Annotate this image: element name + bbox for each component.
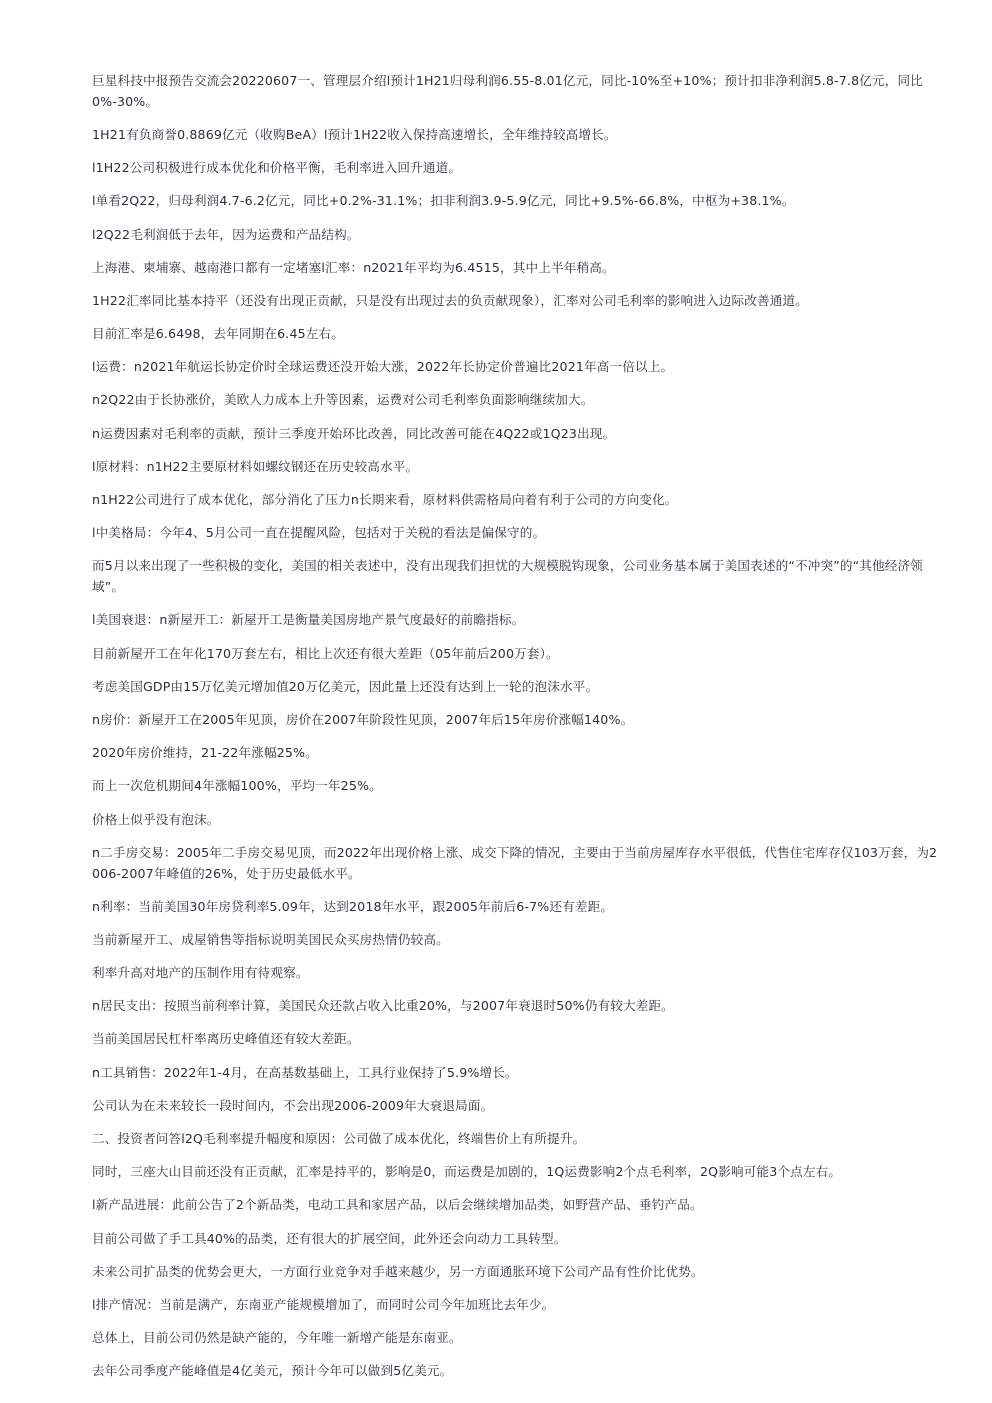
paragraph-37: 总体上，目前公司仍然是缺产能的，今年唯一新增产能是东南亚。 <box>92 1330 462 1346</box>
paragraph-6: 上海港、柬埔寨、越南港口都有一定堵塞l汇率：n2021年平均为6.4515，其中上半年稍高。 <box>92 259 615 275</box>
paragraph-11: n运费因素对毛利率的贡献，预计三季度开始环比改善，同比改善可能在4Q22或1Q23出现。 <box>92 425 616 441</box>
paragraph-27: n居民支出：按照当前利率计算，美国民众还款占收入比重20%，与2007年衰退时50%仍有较大差距。 <box>92 998 674 1014</box>
paragraph-1: 巨星科技中报预告交流会20220607一、管理层介绍l预计1H21归母利润6.55-8.01亿元，同比-10%至+10%；预计扣非净利润5.8-7.8亿元，同比0%-30%。 <box>92 73 923 109</box>
paragraph-35: 未来公司扩品类的优势会更大，一方面行业竞争对手越来越少，另一方面通胀环境下公司产品有性价比优势。 <box>92 1263 704 1279</box>
paragraph-4: l单看2Q22，归母利润4.7-6.2亿元，同比+0.2%-31.1%；扣非利润3.9-5.9亿元，同比+9.5%-66.8%，中枢为+38.1%。 <box>92 193 795 209</box>
paragraph-30: 公司认为在未来较长一段时间内，不会出现2006-2009年大衰退局面。 <box>92 1097 494 1113</box>
paragraph-15: 而5月以来出现了一些积极的变化，美国的相关表述中，没有出现我们担忧的大规模脱钩现象，公司业务基本属于美国表述的“不冲突”的“其他经济领域”。 <box>92 558 924 595</box>
paragraph-22: 价格上似乎没有泡沫。 <box>92 811 220 827</box>
paragraph-20: 2020年房价维持，21-22年涨幅25%。 <box>92 745 318 761</box>
paragraph-31: 二、投资者问答l2Q毛利率提升幅度和原因：公司做了成本优化，终端售价上有所提升。 <box>92 1131 586 1147</box>
paragraph-26: 利率升高对地产的压制作用有待观察。 <box>92 965 309 981</box>
paragraph-28: 当前美国居民杠杆率离历史峰值还有较大差距。 <box>92 1031 360 1047</box>
paragraph-25: 当前新屋开工、成屋销售等指标说明美国民众买房热情仍较高。 <box>92 931 449 947</box>
paragraph-38: 去年公司季度产能峰值是4亿美元，预计今年可以做到5亿美元。 <box>92 1363 453 1379</box>
paragraph-5: l2Q22毛利润低于去年，因为运费和产品结构。 <box>92 226 360 242</box>
paragraph-21: 而上一次危机期间4年涨幅100%，平均一年25%。 <box>92 778 382 794</box>
paragraph-24: n利率：当前美国30年房贷利率5.09年，达到2018年水平，跟2005年前后6-7%还有差距。 <box>92 898 614 914</box>
paragraph-8: 目前汇率是6.6498，去年同期在6.45左右。 <box>92 326 345 342</box>
paragraph-16: l美国衰退：n新屋开工：新屋开工是衡量美国房地产景气度最好的前瞻指标。 <box>92 612 525 628</box>
paragraph-17: 目前新屋开工在年化170万套左右，相比上次还有很大差距（05年前后200万套）。 <box>92 645 559 661</box>
paragraph-32: 同时，三座大山目前还没有正贡献，汇率是持平的，影响是0，而运费是加剧的，1Q运费影响2个点毛利率，2Q影响可能3个点左右。 <box>92 1164 842 1180</box>
paragraph-3: l1H22公司积极进行成本优化和价格平衡，毛利率进入回升通道。 <box>92 160 462 176</box>
paragraph-7: 1H22汇率同比基本持平（还没有出现正贡献，只是没有出现过去的负贡献现象），汇率对公司毛利率的影响进入边际改善通道。 <box>92 292 808 308</box>
paragraph-34: 目前公司做了手工具40%的品类，还有很大的扩展空间，此外还会向动力工具转型。 <box>92 1230 567 1246</box>
paragraph-2: 1H21有负商誉0.8869亿元（收购BeA）l预计1H22收入保持高速增长，全年维持较高增长。 <box>92 126 617 142</box>
document-body <box>92 71 940 1395</box>
paragraph-29: n工具销售：2022年1-4月，在高基数基础上，工具行业保持了5.9%增长。 <box>92 1064 518 1080</box>
paragraph-12: l原材料：n1H22主要原材料如螺纹钢还在历史较高水平。 <box>92 458 419 474</box>
paragraph-18: 考虑美国GDP由15万亿美元增加值20万亿美元，因此量上还没有达到上一轮的泡沫水平。 <box>92 678 599 694</box>
paragraph-14: l中美格局：今年4、5月公司一直在提醒风险，包括对于关税的看法是偏保守的。 <box>92 525 546 541</box>
paragraph-10: n2Q22由于长协涨价，美欧人力成本上升等因素，运费对公司毛利率负面影响继续加大。 <box>92 392 594 408</box>
paragraph-19: n房价：新屋开工在2005年见顶，房价在2007年阶段性见顶，2007年后15年房价涨幅140%。 <box>92 711 634 727</box>
paragraph-36: l排产情况：当前是满产，东南亚产能规模增加了，而同时公司今年加班比去年少。 <box>92 1296 555 1312</box>
paragraph-9: l运费：n2021年航运长协定价时全球运费还没开始大涨，2022年长协定价普遍比2021年高一倍以上。 <box>92 359 674 375</box>
paragraph-33: l新产品进展：此前公告了2个新品类，电动工具和家居产品，以后会继续增加品类，如野营产品、垂钓产品。 <box>92 1197 703 1213</box>
paragraph-23: n二手房交易：2005年二手房交易见顶，而2022年出现价格上涨、成交下降的情况，主要由于当前房屋库存水平很低，代售住宅库存仅103万套，为2006-2007年峰值的26%，处于历史最低水平。 <box>92 844 938 881</box>
paragraph-13: n1H22公司进行了成本优化，部分消化了压力n长期来看，原材料供需格局向着有利于公司的方向变化。 <box>92 492 678 508</box>
